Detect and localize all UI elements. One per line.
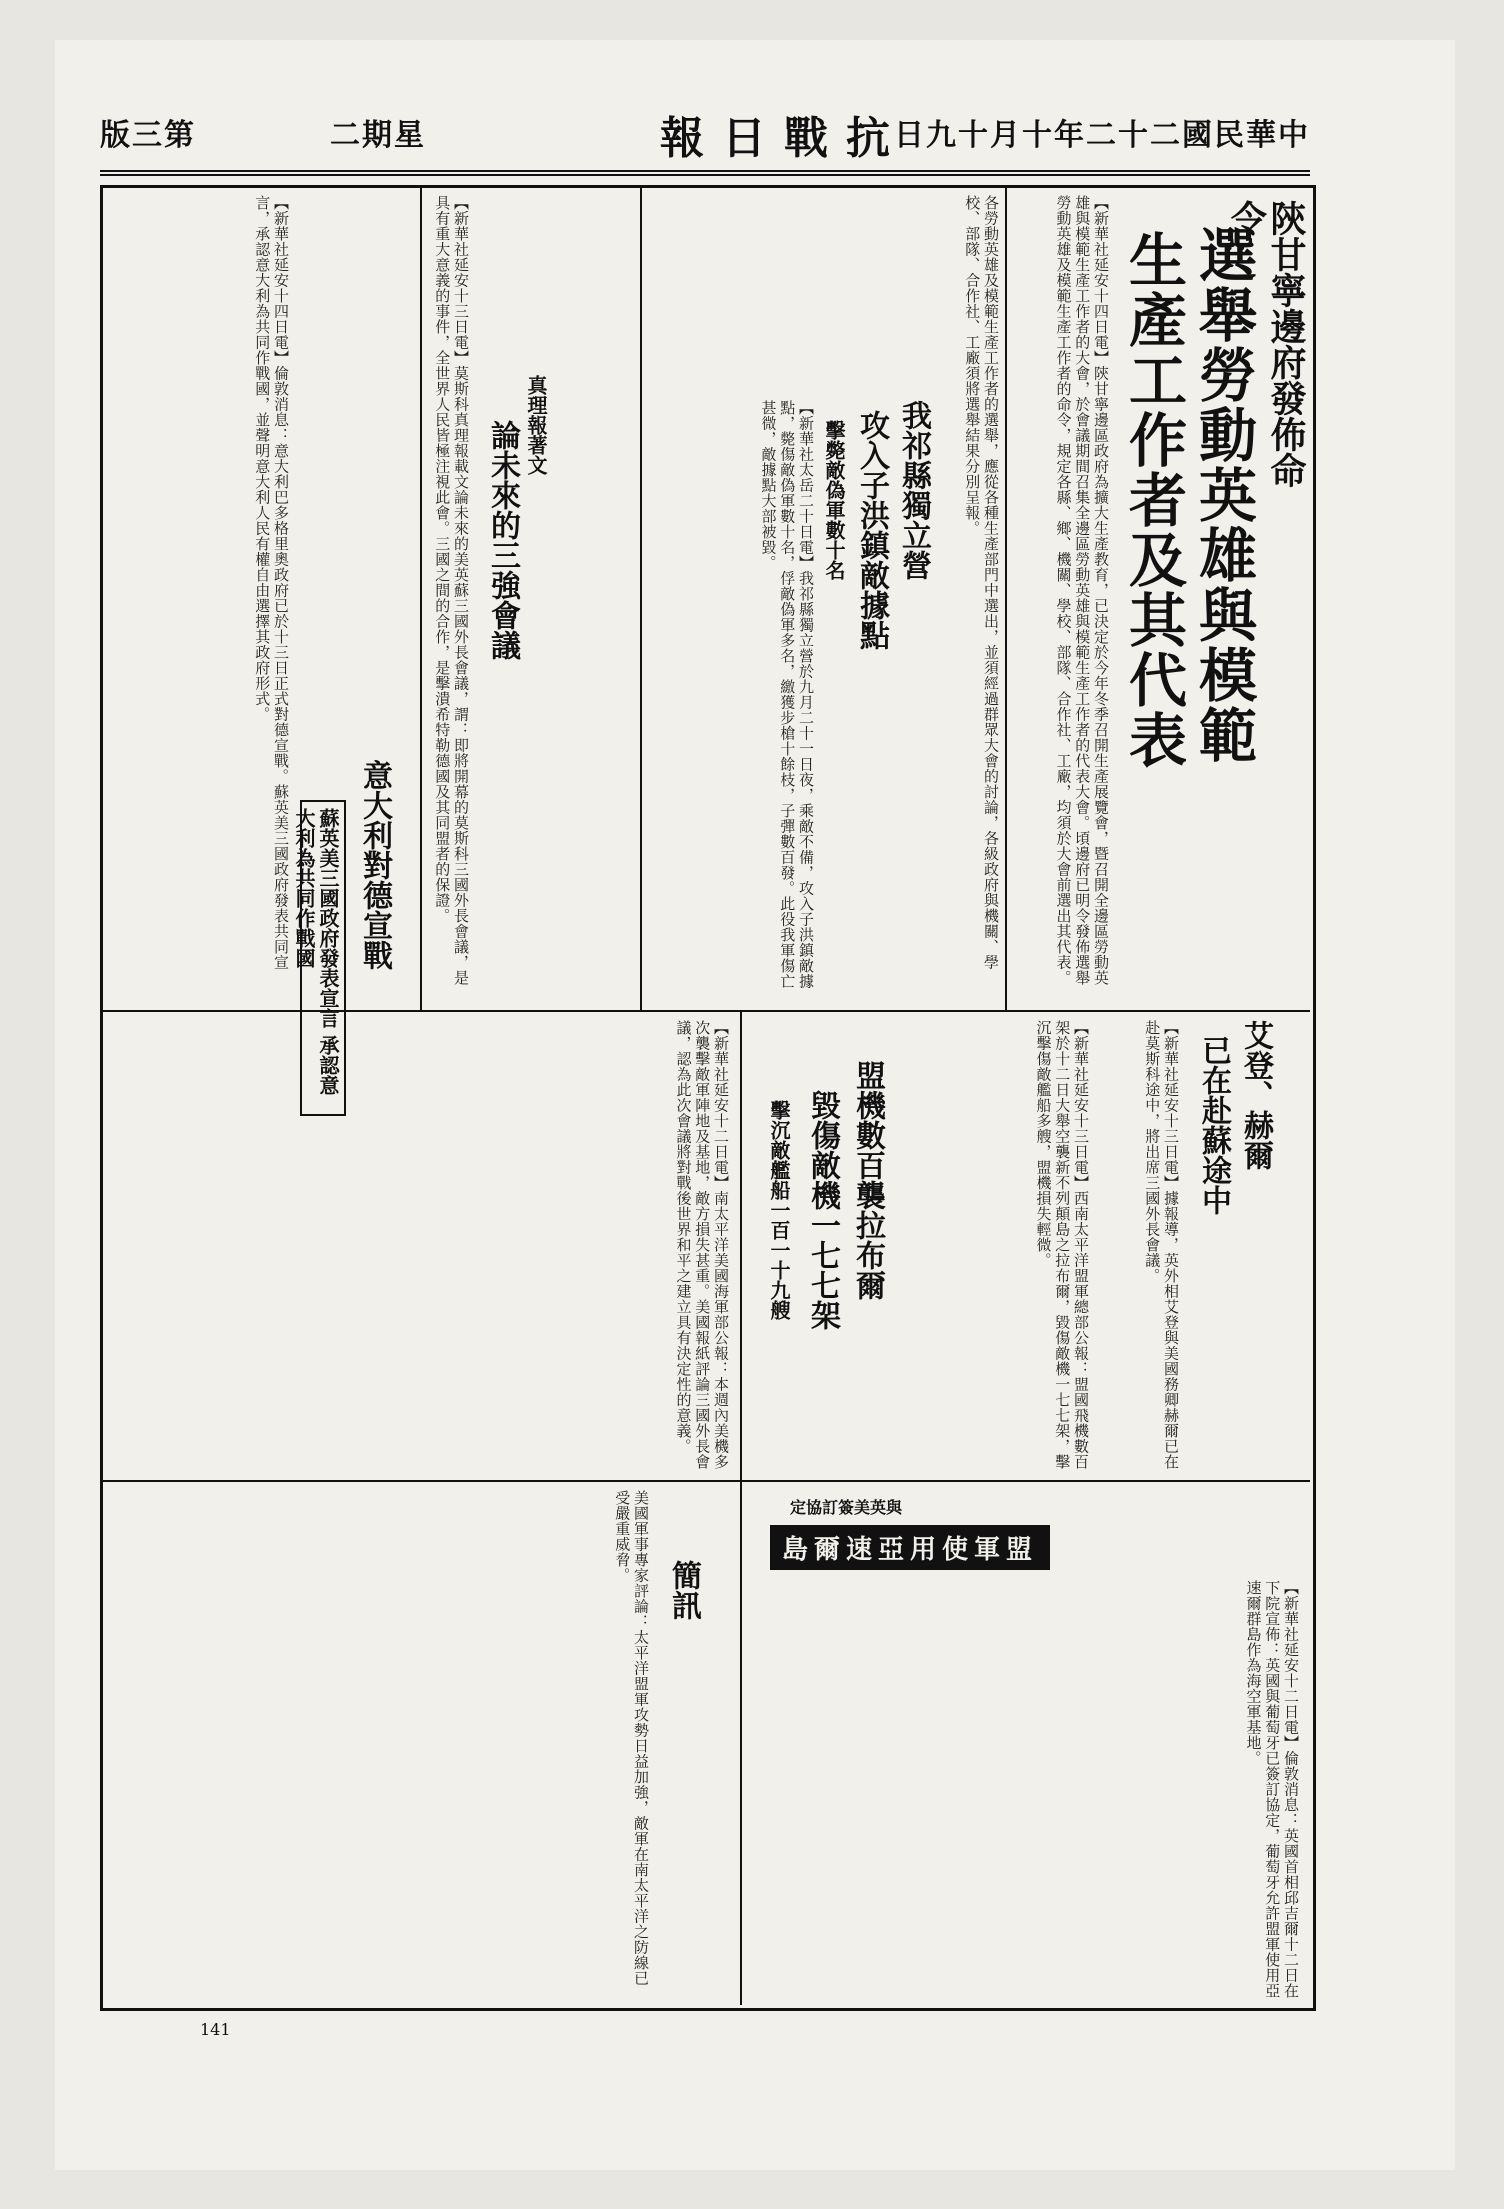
headline-qixian-1: 我祁縣獨立營 (896, 400, 931, 580)
byline-three-power: 真理報著文 (524, 375, 548, 475)
subhead-italy-1: 蘇英美三國政府發表宣言 (316, 808, 340, 1028)
page-label: 版三第 (100, 118, 196, 153)
divider-vertical-center-top (640, 185, 642, 1010)
headline-shaan-gan-ning-2: 選舉勞動英雄與模範 (1189, 225, 1257, 765)
divider-vertical-center-bottom (740, 1010, 742, 2005)
headline-qixian-2: 攻入子洪鎮敵據點 (854, 410, 889, 650)
headline-briefs: 簡訊 (666, 1560, 701, 1620)
banner-azores: 島爾速亞用使軍盟 (770, 1525, 1050, 1570)
headline-italy: 意大利對德宣戰 (357, 760, 392, 970)
body-azores: 【新華社延安十二日電】倫敦消息：英國首相邱吉爾十二日在下院宣佈：英國與葡萄牙已簽訂協定，葡萄牙允許盟軍使用亞速爾群島作為海空軍基地。 (1244, 1580, 1300, 1999)
body-shaan-gan-ning-1: 【新華社延安十四日電】陝甘寧邊區政府為擴大生產教育，已決定於今年冬季召開生產展覽會，暨召開全邊區勞動英雄與模範生產工作者的大會，於會議期間召集全邊區勞動英雄與模範生產工作者的代表大會。頃邊府已明令發佈選舉勞動英雄及模範生產工作者的命令，規定各縣、鄉、機關、學校、部隊、合作社、工廠，均須於大會前選出其代表。 (1054, 195, 1110, 986)
body-italy: 【新華社延安十四日電】倫敦消息：意大利巴多格里奧政府已於十三日正式對德宣戰。蘇英美三國政府發表共同宣言，承認意大利為共同作戰國，並聲明意大利人民有權自由選擇其政府形式。 (253, 195, 290, 970)
body-shaan-gan-ning-2: 各勞動英雄及模範生產工作者的選舉，應從各種生產部門中選出，並須經過群眾大會的討論，各級政府與機關、學校、部隊、合作社、工廠須將選舉結果分別呈報。 (963, 195, 1000, 970)
body-three-power-continued: 【新華社延安十二日電】南太平洋美國海軍部公報：本週內美機多次襲擊敵軍陣地及基地，敵方損失甚重。美國報紙評論三國外長會議，認為此次會議將對戰後世界和平之建立具有決定性的意義。 (674, 1020, 730, 1470)
banner-azores-label: 定協訂簽美英與 (790, 1498, 903, 1517)
headline-shaan-gan-ning-1: 陝甘寧邊府發佈命令 (1225, 200, 1307, 488)
subhead-italy-2: 承認意大利為共同作戰國 (292, 808, 340, 1095)
body-qixian: 【新華社太岳二十日電】我祁縣獨立營於九月二十一日夜，乘敵不備，攻入子洪鎮敵據點，斃傷敵偽軍數十名，俘敵偽軍多名，繳獲步槍十餘枝，子彈數百發。此役我軍傷亡甚微，敵據點大部被毀。 (759, 400, 815, 989)
body-eden: 【新華社延安十三日電】據報導，英外相艾登與美國務卿赫爾已在赴莫斯科途中，將出席三國外長會議。 (1143, 1020, 1180, 1470)
subhead-rabaul: 擊沉敵艦船一百一十九艘 (767, 1100, 791, 1320)
headline-eden-1: 艾登、赫爾 (1238, 1020, 1273, 1170)
divider-vertical-right-top (1005, 185, 1007, 1010)
headline-three-power: 論未來的三強會議 (485, 420, 520, 660)
divider-horizontal-middle (100, 1010, 1310, 1012)
issue-date: 日九十月十年二十二國民華中 (894, 118, 1310, 153)
body-rabaul: 【新華社延安十三日電】西南太平洋盟軍總部公報：盟國飛機數百架於十二日大舉空襲新不列顛島之拉布爾，毀傷敵機一七七架，擊沉擊傷敵艦船多艘，盟機損失輕微。 (1034, 1020, 1090, 1470)
paper-name: 報日戰抗 (660, 113, 908, 164)
page-number: 141 (200, 2020, 231, 2039)
headline-rabaul-2: 毀傷敵機一七七架 (805, 1090, 840, 1330)
headline-eden-2: 已在赴蘇途中 (1196, 1035, 1231, 1215)
headline-shaan-gan-ning-3: 生產工作者及其代表 (1119, 230, 1187, 770)
divider-horizontal-bottom-left (100, 1480, 740, 1482)
divider-vertical-left-top (420, 185, 422, 1010)
body-briefs: 美國軍事專家評論：太平洋盟軍攻勢日益加強，敵軍在南太平洋之防線已受嚴重威脅。 (613, 1490, 650, 1986)
body-three-power: 【新華社延安十三日電】莫斯科真理報載文論未來的美英蘇三國外長會議，謂：即將開幕的莫斯科三國外長會議，是具有重大意義的事件，全世界人民皆極注視此會。三國之間的合作，是擊潰希特勒德國及其同盟者的保證。 (433, 195, 470, 986)
masthead (100, 100, 1310, 176)
headline-rabaul-1: 盟機數百襲拉布爾 (850, 1060, 885, 1300)
weekday: 二期星 (330, 118, 426, 153)
subhead-qixian: 擊斃敵偽軍數十名 (822, 420, 846, 580)
